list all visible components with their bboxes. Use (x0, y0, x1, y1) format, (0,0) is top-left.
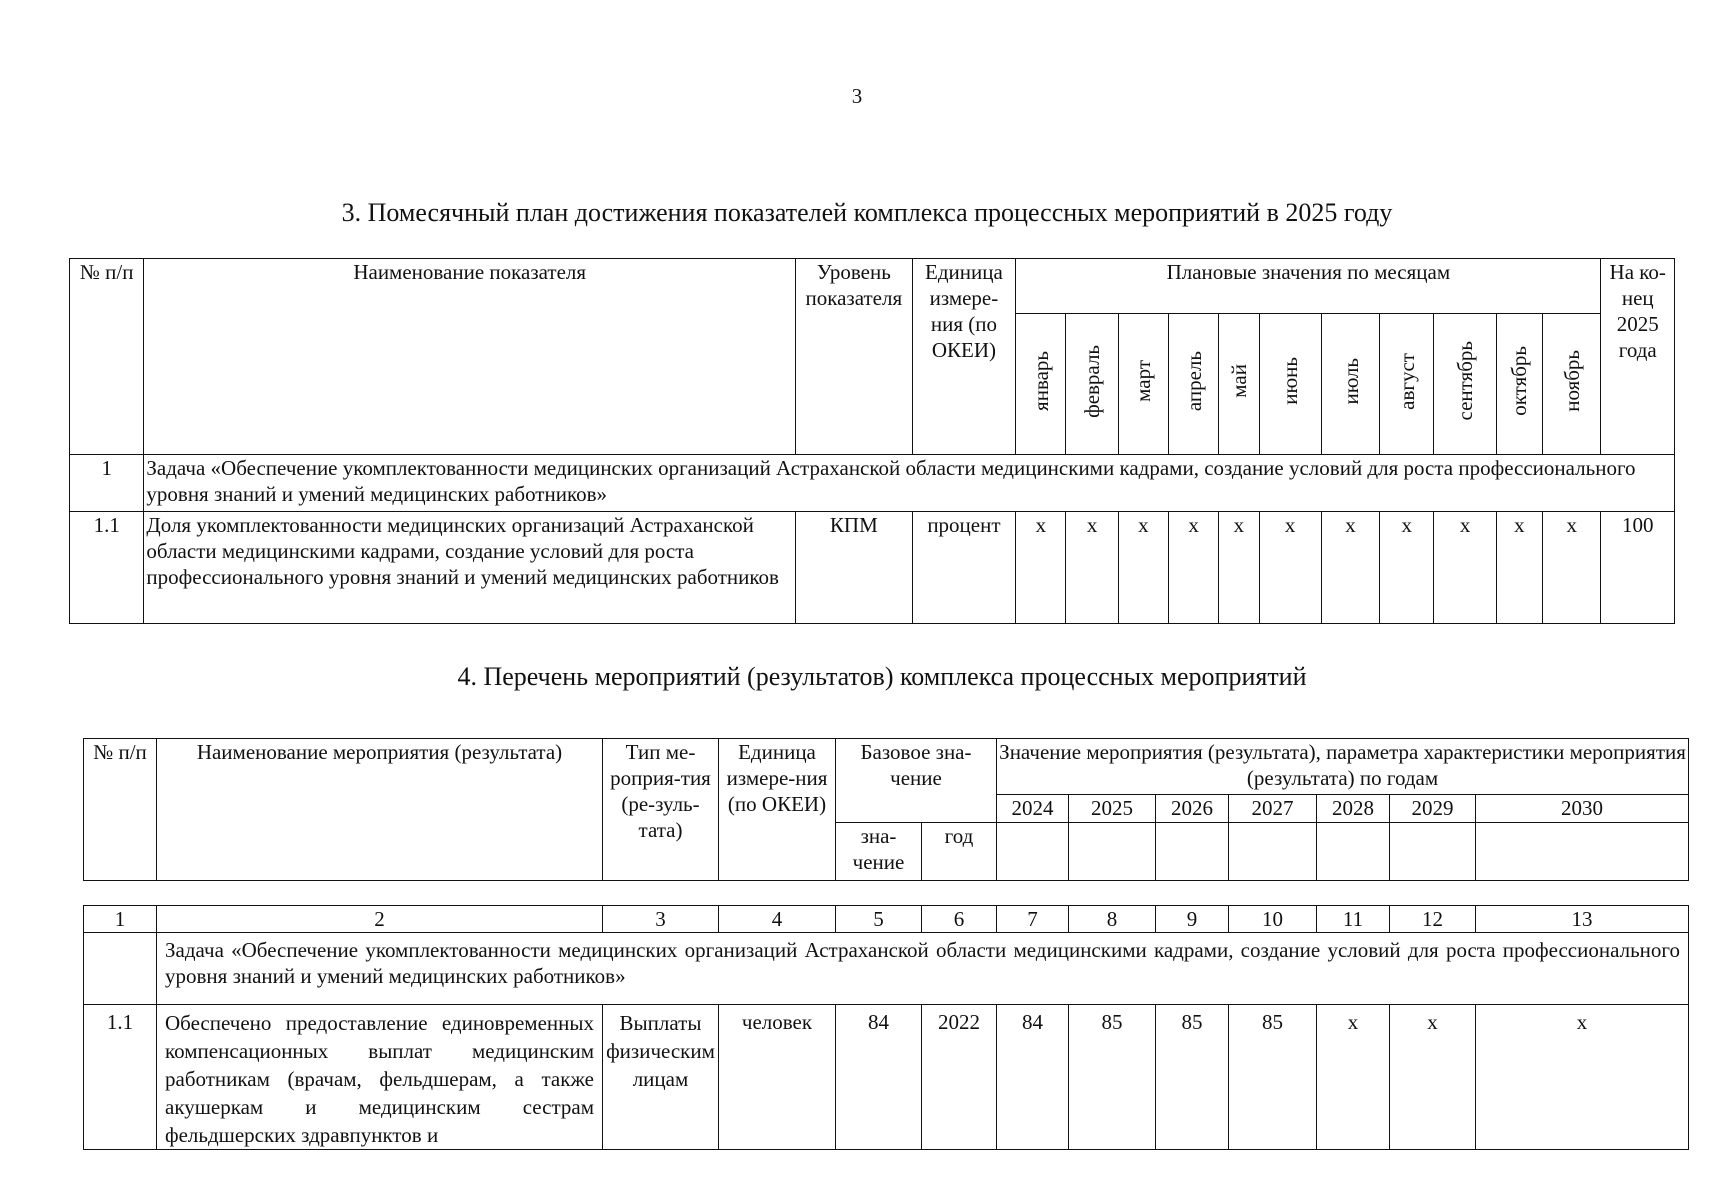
row-base-year: 2022 (922, 1005, 997, 1150)
year-value-cell (1069, 823, 1156, 881)
row-activity-type: Выплаты физическим лицам (603, 1005, 719, 1150)
column-number-row (84, 906, 1689, 933)
row-unit: процент (912, 512, 1016, 624)
header-base-value-year: год (922, 823, 997, 881)
row-year-value: 84 (997, 1005, 1069, 1150)
header-level: Уровень показателя (796, 259, 913, 455)
header-num: № п/п (84, 739, 157, 881)
row-month-value: х (1543, 512, 1601, 624)
task-num: 1 (70, 455, 144, 512)
section-4-title: 4. Перечень мероприятий (результатов) комплекса процессных мероприятий (457, 662, 1307, 691)
year-header: 2024 (997, 795, 1069, 823)
year-header: 2026 (1156, 795, 1229, 823)
section-3-title: 3. Помесячный план достижения показателей комплекса процессных мероприятий в 2025 году (341, 198, 1393, 227)
row-year-value: х (1476, 1005, 1689, 1150)
header-planned-values: Плановые значения по месяцам (1016, 259, 1601, 314)
row-month-value: х (1259, 512, 1321, 624)
row-month-value: х (1066, 512, 1118, 624)
row-month-value: х (1496, 512, 1542, 624)
month-header: август (1380, 314, 1434, 455)
header-indicator-name: Наименование показателя (144, 259, 796, 455)
year-value-cell (1229, 823, 1317, 881)
column-number: 6 (922, 906, 997, 933)
header-activity-name: Наименование мероприятия (результата) (157, 739, 603, 881)
row-month-value: х (1434, 512, 1496, 624)
table-row (70, 512, 1675, 624)
task-row (84, 933, 1689, 1005)
row-base-value: 84 (836, 1005, 922, 1150)
column-number: 7 (997, 906, 1069, 933)
month-header: сентябрь (1434, 314, 1496, 455)
row-level: КПМ (796, 512, 913, 624)
header-end-of-year: На ко-нец 2025 года (1601, 259, 1675, 455)
column-number: 11 (1317, 906, 1390, 933)
year-value-cell (1317, 823, 1390, 881)
month-header: октябрь (1496, 314, 1542, 455)
header-base-value: Базовое зна-чение (836, 739, 997, 823)
month-header: февраль (1066, 314, 1118, 455)
month-header: апрель (1169, 314, 1219, 455)
year-header: 2030 (1476, 795, 1689, 823)
year-header: 2029 (1390, 795, 1476, 823)
row-year-value: х (1317, 1005, 1390, 1150)
month-header: май (1219, 314, 1259, 455)
year-header: 2028 (1317, 795, 1390, 823)
column-number: 10 (1229, 906, 1317, 933)
header-unit: Единица измере-ния (по ОКЕИ) (912, 259, 1016, 455)
row-month-value: х (1016, 512, 1066, 624)
task-row (70, 455, 1675, 512)
task-text: Задача «Обеспечение укомплектованности медицинских организаций Астраханской области медицинскими кадрами, создание условий для роста профессионального уровня знаний и умений медицинских работников» (144, 455, 1675, 512)
month-header: январь (1016, 314, 1066, 455)
year-header: 2027 (1229, 795, 1317, 823)
year-header: 2025 (1069, 795, 1156, 823)
table-row (84, 1005, 1689, 1150)
row-unit: человек (719, 1005, 836, 1150)
column-number: 13 (1476, 906, 1689, 933)
row-month-value: х (1118, 512, 1168, 624)
header-unit: Единица измере-ния (по ОКЕИ) (719, 739, 836, 881)
row-end-value: 100 (1601, 512, 1675, 624)
activities-table (83, 905, 1689, 1150)
year-value-cell (997, 823, 1069, 881)
row-month-value: х (1380, 512, 1434, 624)
month-header: март (1118, 314, 1168, 455)
row-year-value: 85 (1229, 1005, 1317, 1150)
header-base-value-value: зна-чение (836, 823, 922, 881)
header-num: № п/п (70, 259, 144, 455)
row-num: 1.1 (70, 512, 144, 624)
header-activity-type: Тип ме-роприя-тия (ре-зуль-тата) (603, 739, 719, 881)
column-number: 1 (84, 906, 157, 933)
row-year-value: 85 (1069, 1005, 1156, 1150)
row-month-value: х (1219, 512, 1259, 624)
column-number: 3 (603, 906, 719, 933)
year-value-cell (1390, 823, 1476, 881)
column-number: 8 (1069, 906, 1156, 933)
month-header: июль (1321, 314, 1379, 455)
column-number: 5 (836, 906, 922, 933)
year-value-cell (1156, 823, 1229, 881)
row-month-value: х (1169, 512, 1219, 624)
row-activity-name: Обеспечено предоставление единовременных компенсационных выплат медицинским работникам (врачам, фельдшерам, а также акушеркам и медицинским сестрам фельдшерских здравпунктов и (157, 1005, 603, 1150)
row-indicator-name: Доля укомплектованности медицинских организаций Астраханской области медицинскими кадрами, создание условий для роста профессионального уровня знаний и умений медицинских работников (144, 512, 796, 624)
row-year-value: х (1390, 1005, 1476, 1150)
task-num (84, 933, 157, 1005)
column-number: 12 (1390, 906, 1476, 933)
monthly-plan-table (69, 258, 1675, 624)
page-number: 3 (851, 84, 863, 108)
row-year-value: 85 (1156, 1005, 1229, 1150)
year-value-cell (1476, 823, 1689, 881)
row-num: 1.1 (84, 1005, 157, 1150)
column-number: 4 (719, 906, 836, 933)
activities-header-table (83, 738, 1689, 881)
month-header: июнь (1259, 314, 1321, 455)
task-text: Задача «Обеспечение укомплектованности медицинских организаций Астраханской области медицинскими кадрами, создание условий для роста профессионального уровня знаний и умений медицинских работников» (157, 933, 1689, 1005)
header-values-by-year: Значение мероприятия (результата), параметра характеристики мероприятия (результата) по годам (997, 739, 1689, 795)
row-month-value: х (1321, 512, 1379, 624)
column-number: 9 (1156, 906, 1229, 933)
column-number: 2 (157, 906, 603, 933)
month-header: ноябрь (1543, 314, 1601, 455)
